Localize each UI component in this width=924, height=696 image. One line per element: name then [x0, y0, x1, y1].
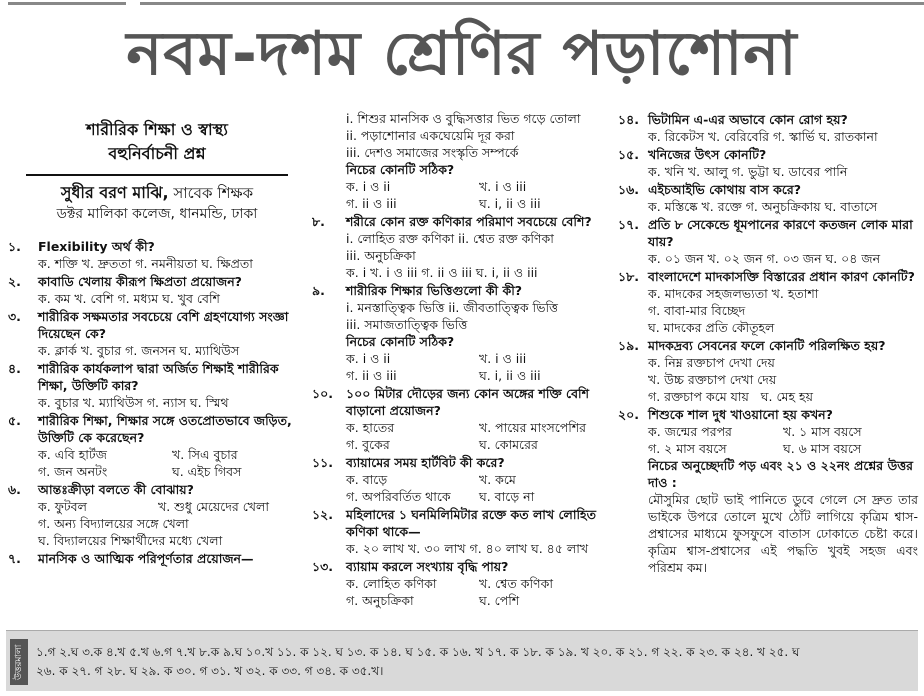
question-text: বাংলাদেশে মাদকাসক্তি বিস্তারের প্রধান কারণ কোনটি?	[648, 269, 915, 284]
question-options: ক. বুচার খ. ম্যাথিউস গ. ন্যাস ঘ. স্মিথ	[38, 395, 229, 410]
question-text: শরীরে কোন রক্ত কণিকার পরিমাণ সবচেয়ে বেশি?	[346, 214, 592, 229]
question-number: ২০.	[618, 407, 640, 422]
question-text: প্রতি ৮ সেকেন্ডে ধূমপানের কারণে কতজন লোক মারা যায়?	[648, 217, 913, 249]
question	[618, 337, 918, 354]
option: গ. অনুচক্রিকা	[346, 593, 414, 608]
option: ক. জন্মের পরপর	[648, 424, 732, 439]
option: গ. জন অনটং	[38, 464, 108, 479]
question-number: ৯.	[312, 283, 325, 298]
question-number: ১৫.	[618, 147, 639, 162]
question-options: ক. মস্তিষ্কে খ. রক্তে গ. অনুচক্রিকায় ঘ. বাতাসে	[648, 199, 878, 214]
question-text: খনিজের উৎস কোনটি?	[648, 147, 767, 162]
question-number: ১৯.	[618, 338, 639, 353]
question-number: ১.	[8, 239, 21, 254]
question-options	[8, 498, 306, 515]
question-text: শারীরিক সক্ষমতার সবচেয়ে বেশি গ্রহণযোগ্য সংজ্ঞা দিয়েছেন কে?	[38, 309, 289, 341]
subject-title: শারীরিক শিক্ষা ও স্বাস্থ্য	[86, 120, 228, 139]
option: ক. লোহিত কণিকা	[346, 576, 437, 591]
page-title-banner	[0, 10, 924, 106]
question-number: ২.	[8, 274, 21, 289]
option: ক. এবি হার্টজ	[38, 447, 107, 462]
question-number: ৫.	[8, 413, 21, 428]
question-text: শিশুকে শাল দুধ খাওয়ানো হয় কখন?	[648, 407, 833, 422]
question-options	[312, 419, 612, 436]
question-number: ৪.	[8, 361, 21, 376]
option: ঘ. এইচ গিবস	[172, 464, 242, 479]
question	[8, 273, 306, 290]
question-options: ক. খনি খ. আলু গ. ভুট্টা ঘ. ডাবের পানি	[648, 164, 848, 179]
option: গ. ২ মাস বয়সে	[648, 441, 727, 456]
question-text: শারীরিক কার্যকলাপ দ্বারা অর্জিত শিক্ষাই শারীরিক শিক্ষা, উক্তিটি কার?	[38, 361, 279, 393]
question	[312, 454, 612, 471]
question	[618, 216, 918, 250]
question	[8, 481, 306, 498]
author-role: সাবেক শিক্ষক	[168, 184, 254, 202]
option: গ. বাবা-মার বিচ্ছেদ	[648, 303, 746, 318]
option: ক. বাড়ে	[346, 472, 388, 487]
question-options	[312, 436, 612, 453]
option: খ. i ও iii	[479, 179, 527, 194]
question	[312, 282, 612, 299]
column-2	[312, 110, 612, 609]
option: খ. ১ মাস বয়সে	[783, 424, 862, 439]
answer-key-text	[36, 643, 906, 681]
question	[618, 146, 918, 163]
question	[312, 558, 612, 575]
question-text: শারীরিক শিক্ষার ভিত্তিগুলো কী কী?	[346, 283, 523, 298]
question-options: ক. i খ. i ও iii গ. ii ও iii ঘ. i, ii ও iii	[346, 265, 538, 280]
answer-key-line: ১.গ ২.ঘ ৩.ক ৪.খ ৫.খ ৬.গ ৭.খ ৮.ক ৯.ঘ ১০.খ ১১. ক ১২. ঘ ১৩. ক ১৪. ঘ ১৫. ক ১৬. খ ১৭. ক ১৮. ক ১৯. খ ২০. ক ২১. গ ২২. ক ২৩. ক ২৪. খ ২৫. ঘ	[36, 645, 800, 659]
question-number: ১৭.	[618, 217, 639, 232]
question-options	[312, 471, 612, 488]
option: ঘ. ৬ মাস বয়সে	[783, 441, 862, 456]
question	[618, 268, 918, 285]
option: ঘ. i, ii ও iii	[479, 368, 541, 383]
option: ক. নিম্ন রক্তচাপ দেখা দেয়	[648, 355, 775, 370]
question-text: ব্যায়ামের সময় হার্টবিট কী করে?	[346, 455, 505, 470]
question	[618, 406, 918, 423]
question-number: ১৬.	[618, 182, 639, 197]
question	[8, 412, 306, 446]
question-options: ক. শক্তি খ. দ্রুততা গ. নমনীয়তা ঘ. ক্ষিপ্রতা	[38, 256, 253, 271]
question-text: ১০০ মিটার দৌড়ের জন্য কোন অঙ্গের শক্তি বেশি বাড়ানো প্রয়োজন?	[346, 386, 589, 418]
page-title: নবম-দশম শ্রেণির পড়াশোনা	[126, 19, 798, 89]
question-number: ৮.	[312, 214, 325, 229]
column-1	[8, 110, 306, 567]
author-line	[8, 182, 306, 204]
option: গ. অন্য বিদ্যালয়ের সঙ্গে খেলা	[38, 516, 189, 531]
question-number: ৬.	[8, 482, 21, 497]
statement: i. লোহিত রক্ত কণিকা ii. শ্বেত রক্ত কণিকা	[346, 231, 554, 246]
question-text: শারীরিক শিক্ষা, শিক্ষার সঙ্গে ওতপ্রোতভাবে জড়িত, উক্তিটি কে করেছেন?	[38, 413, 292, 445]
question-number: ১৮.	[618, 269, 639, 284]
divider	[26, 174, 288, 176]
question	[618, 181, 918, 198]
question-options: ক. ০১ জন খ. ০২ জন গ. ০৩ জন ঘ. ০৪ জন	[648, 251, 881, 266]
question-options: ক. রিকেটস খ. বেরিবেরি গ. স্কার্ভি ঘ. রাতকানা	[648, 129, 878, 144]
author-school: ডক্টর মালিকা কলেজ, ধানমন্ডি, ঢাকা	[56, 206, 258, 222]
top-rule	[0, 0, 924, 8]
question-number: ১২.	[312, 507, 333, 522]
question-options: ক. ২০ লাখ খ. ৩০ লাখ গ. ৪০ লাখ ঘ. ৪৫ লাখ	[346, 541, 589, 556]
option: খ. সিএ বুচার	[172, 447, 238, 462]
question-number: ১১.	[312, 455, 333, 470]
option: ক. i ও ii	[346, 351, 391, 366]
question-options	[312, 367, 612, 384]
option: খ. i ও iii	[479, 351, 527, 366]
question-options	[312, 178, 612, 195]
question-options	[312, 350, 612, 367]
option: খ. কমে	[479, 472, 516, 487]
question-text: আন্তঃক্রীড়া বলতে কী বোঝায়?	[38, 482, 194, 497]
section-subtitle: বহুনির্বাচনী প্রশ্ন	[108, 144, 206, 163]
question-number: ১৪.	[618, 112, 639, 127]
question	[8, 308, 306, 342]
question-text: কাবাডি খেলায় কীরূপ ক্ষিপ্রতা প্রয়োজন?	[38, 274, 242, 289]
question-number: ৭.	[8, 551, 21, 566]
question-number: ১০.	[312, 386, 333, 401]
option: ঘ. কোমরের	[479, 437, 538, 452]
answer-key-line: ২৬. ক ২৭. গ ২৮. ঘ ২৯. ক ৩০. গ ৩১. খ ৩২. ক ৩৩. গ ৩৪. ক ৩৫.খ।	[36, 664, 384, 678]
option: গ. ii ও iii	[346, 196, 397, 211]
which-correct: নিচের কোনটি সঠিক?	[346, 334, 455, 349]
option: ক. i ও ii	[346, 179, 391, 194]
question-number: ৩.	[8, 309, 21, 324]
statement: ii. পড়াশোনার একঘেয়েমি দূর করা	[346, 128, 515, 143]
question-text: Flexibility অর্থ কী?	[38, 239, 155, 254]
option: গ. ii ও iii	[346, 368, 397, 383]
option: ঘ. মাদকের প্রতি কৌতূহল	[648, 320, 775, 335]
option: ঘ. পেশি	[479, 593, 520, 608]
question-text: মহিলাদের ১ ঘনমিলিমিটার রক্তে কত লাখ লোহিত কণিকা থাকে—	[346, 507, 596, 539]
question-text: ব্যায়াম করলে সংখ্যায় বৃদ্ধি পায়?	[346, 559, 509, 574]
option: ঘ. i, ii ও iii	[479, 196, 541, 211]
statement: i. শিশুর মানসিক ও বুদ্ধিসত্তার ভিত গড়ে তোলা	[346, 111, 581, 126]
question	[312, 385, 612, 419]
statement: iii. দেশও সমাজের সংস্কৃতি সম্পর্কে	[346, 145, 519, 160]
question-text: ভিটামিন এ-এর অভাবে কোন রোগ হয়?	[648, 112, 848, 127]
statement: iii. অনুচক্রিকা	[346, 248, 416, 263]
option: খ. পায়ের মাংসপেশির	[479, 420, 587, 435]
question-options	[312, 488, 612, 505]
option: গ. অপরিবর্তিত থাকে	[346, 489, 451, 504]
question-options	[618, 423, 918, 440]
question	[312, 213, 612, 230]
option: গ. রক্তচাপ কমে যায় ঘ. মেহ হয়	[648, 389, 813, 404]
statement: i. মনস্তাত্ত্বিক ভিত্তি ii. জীবতাত্ত্বিক ভিত্তি	[346, 300, 558, 315]
option: ঘ. বিদ্যালয়ের শিক্ষার্থীদের মধ্যে খেলা	[38, 533, 223, 548]
question	[8, 550, 306, 567]
question-options	[8, 446, 306, 463]
question-options	[618, 440, 918, 457]
statement: iii. সমাজতাত্ত্বিক ভিত্তি	[346, 317, 468, 332]
question-options	[312, 592, 612, 609]
question-text: এইচআইভি কোথায় বাস করে?	[648, 182, 802, 197]
which-correct: নিচের কোনটি সঠিক?	[346, 162, 455, 177]
answer-key	[6, 630, 918, 691]
question	[8, 238, 306, 255]
question	[8, 360, 306, 394]
option: খ. উচ্চ রক্তচাপ দেখা দেয়	[648, 372, 777, 387]
option: ক. ফুটবল	[38, 499, 87, 514]
question	[312, 506, 612, 540]
question-options	[312, 195, 612, 212]
column-3	[618, 110, 918, 576]
question-options: ক. ক্লার্ক খ. বুচার গ. জনসন ঘ. ম্যাথিউস	[38, 343, 240, 358]
question-number: ১৩.	[312, 559, 333, 574]
answer-key-label: উত্তরমালা	[10, 639, 28, 685]
question-options	[8, 463, 306, 480]
passage-text: মৌসুমির ছোট ভাই পানিতে ডুবে গেলে সে দ্রুত তার ভাইকে উপরে তোলে মুখে ঠোঁট লাগিয়ে কৃত্রিম শ্বাস-প্রশ্বাসের মাধ্যমে ফুসফুসে বাতাস ঢোকাতে চেষ্টা করে। কৃত্রিম শ্বাস-প্রশ্বাসের এই পদ্ধতি খুবই সহজ এবং পরিশ্রম কম।	[648, 492, 918, 575]
question	[618, 111, 918, 128]
passage-instruction: নিচের অনুচ্ছেদটি পড় এবং ২১ ও ২২নং প্রশ্নের উত্তর দাও :	[648, 458, 914, 490]
option: ঘ. বাড়ে না	[479, 489, 535, 504]
question-options	[312, 575, 612, 592]
question-options: ক. কম খ. বেশি গ. মধ্যম ঘ. খুব বেশি	[38, 291, 220, 306]
question-text: মাদকদ্রব্য সেবনের ফলে কোনটি পরিলক্ষিত হয়?	[648, 338, 886, 353]
option: ক. হাতের	[346, 420, 395, 435]
question-text: মানসিক ও আত্মিক পরিপূর্ণতার প্রয়োজন—	[38, 551, 254, 566]
option: খ. শ্বেত কণিকা	[479, 576, 553, 591]
option: খ. শুধু মেয়েদের খেলা	[158, 499, 269, 514]
author-name: সুধীর বরণ মাঝি,	[60, 183, 169, 202]
option: গ. বুকের	[346, 437, 390, 452]
option: ক. মাদকের সহজলভ্যতা খ. হতাশা	[648, 286, 819, 301]
